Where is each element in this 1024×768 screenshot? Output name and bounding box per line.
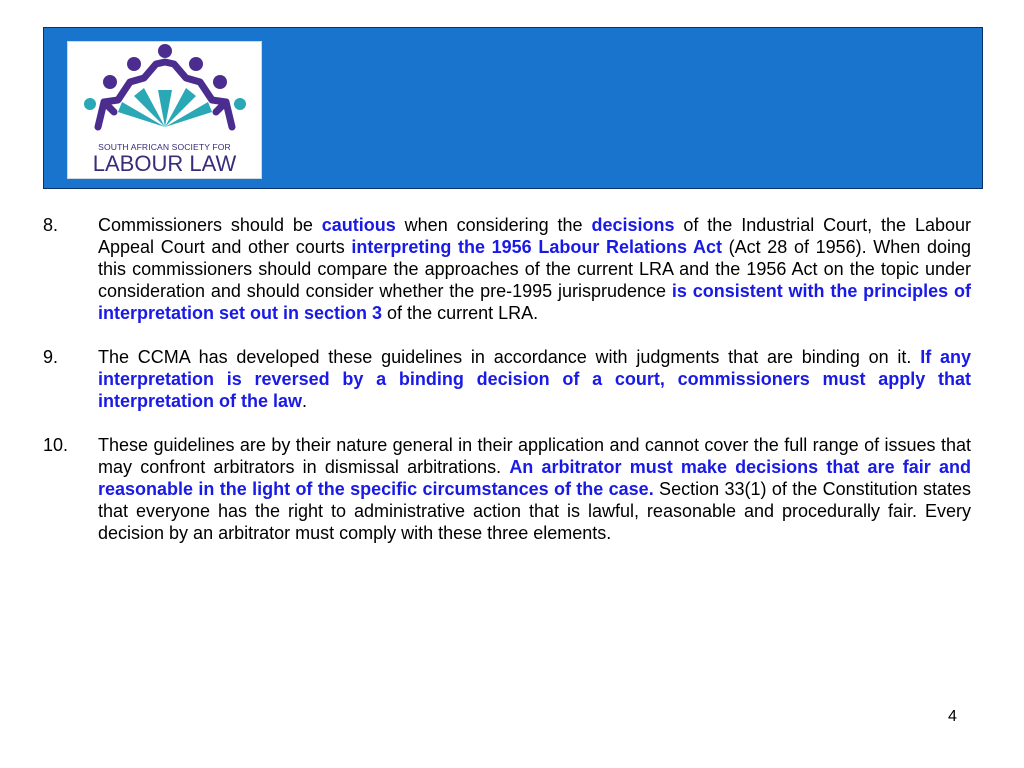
item-text: These guidelines are by their nature general in their application and cannot cover the full range of issues that may confront arbitrators in dismissal arbitrations. An arbitrator must make decisions that are fair and reasonable in the light of the specific circumstances of the case. Section 33(1) of the Constitution states that everyone has the right to administrative action that is lawful, reasonable and procedurally fair. Every decision by an arbitrator must comply with these three elements. bbox=[98, 435, 971, 543]
logo-text-bottom: LABOUR LAW bbox=[92, 151, 237, 176]
list-item bbox=[43, 434, 971, 544]
item-text: Commissioners should be cautious when considering the decisions of the Industrial Court, the Labour Appeal Court and other courts interpreting the 1956 Labour Relations Act (Act 28 of 1956). When doing this commissioners should compare the approaches of the current LRA and the 1956 Act on the topic under consideration and should consider whether the pre-1995 jurisprudence is consistent with the principles of interpretation set out in section 3 of the current LRA. bbox=[98, 215, 972, 323]
logo-text-top: SOUTH AFRICAN SOCIETY FOR bbox=[98, 142, 231, 152]
item-number: 10. bbox=[43, 435, 69, 455]
item-text: The CCMA has developed these guidelines in accordance with judgments that are binding on it. If any interpretation is reversed by a binding decision of a court, commissioners must apply that interpretation of the law. bbox=[98, 347, 971, 411]
list-item bbox=[43, 214, 971, 324]
item-number: 9. bbox=[43, 347, 59, 367]
guidelines-list bbox=[43, 214, 971, 566]
item-number: 8. bbox=[43, 215, 59, 235]
society-logo bbox=[67, 41, 262, 179]
page-number: 4 bbox=[948, 708, 957, 725]
list-item bbox=[43, 346, 971, 412]
people-circle-icon bbox=[68, 42, 263, 142]
